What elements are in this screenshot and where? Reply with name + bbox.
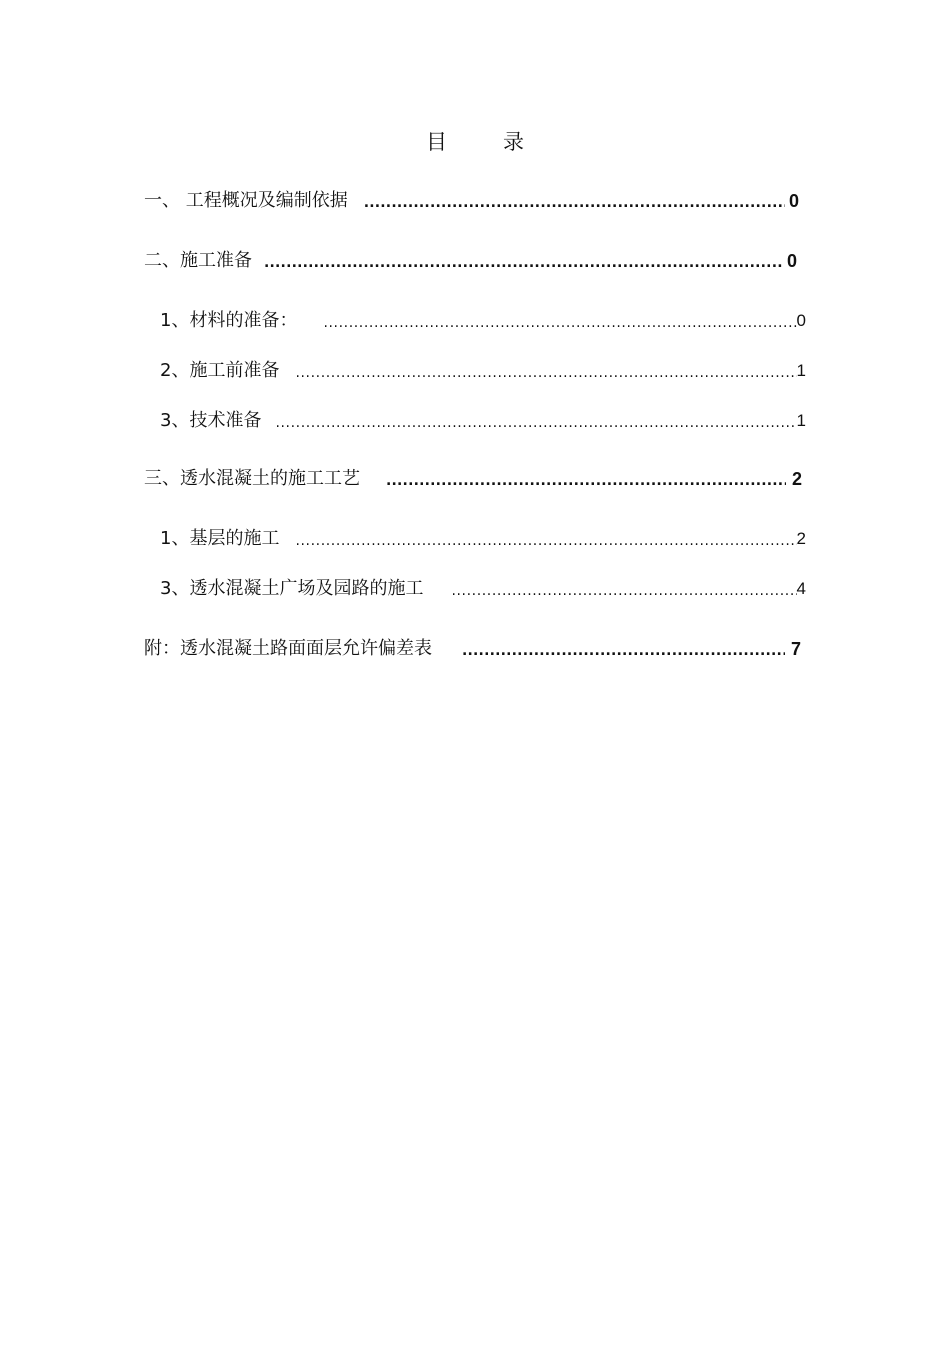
toc-entry-page: 0 [796,311,806,330]
toc-entry-label: 3、技术准备 [160,410,262,431]
toc-entry[interactable] [160,576,806,602]
toc-title-char-1: 目 [426,130,447,154]
toc-entry-label: 三、透水混凝土的施工工艺 [144,468,360,489]
toc-entry[interactable] [144,636,801,662]
toc-entry-label: 1、材料的准备： [160,310,298,331]
toc-entry-label: 二、施工准备 [144,250,252,271]
toc-entry-label: 附：透水混凝土路面面层允许偏差表 [144,638,432,659]
toc-entry-page: 1 [796,411,806,430]
toc-entry-page: 7 [790,639,801,659]
toc-leader-dots [386,466,786,492]
toc-entry[interactable] [160,308,806,334]
toc-leader-dots [295,358,796,384]
toc-entry-page: 0 [786,251,797,271]
toc-entry-page: 2 [791,469,802,489]
toc-leader-dots [295,526,796,552]
toc-entry-label: 2、施工前准备 [160,360,280,381]
toc-entry-label: 1、基层的施工 [160,528,280,549]
toc-title [0,126,950,156]
toc-leader-dots [264,248,783,274]
toc-entry[interactable] [144,466,802,492]
toc-entry-label: 一、 工程概况及编制依据 [144,190,348,211]
toc-entry[interactable] [160,526,806,552]
toc-entry[interactable] [144,248,797,274]
toc-entry-page: 2 [796,529,806,548]
toc-entry-page: 4 [796,579,806,598]
toc-entry-page: 1 [796,361,806,380]
toc-leader-dots [323,308,796,334]
toc-leader-dots [275,408,796,434]
toc-entry[interactable] [144,188,799,214]
toc-leader-dots [451,576,796,602]
toc-leader-dots [462,636,785,662]
toc-entry[interactable] [160,408,806,434]
toc-entry[interactable] [160,358,806,384]
toc-title-char-2: 录 [503,130,524,154]
toc-entry-page: 0 [788,191,799,211]
toc-entry-label: 3、透水混凝土广场及园路的施工 [160,578,424,599]
toc-leader-dots [364,188,785,214]
